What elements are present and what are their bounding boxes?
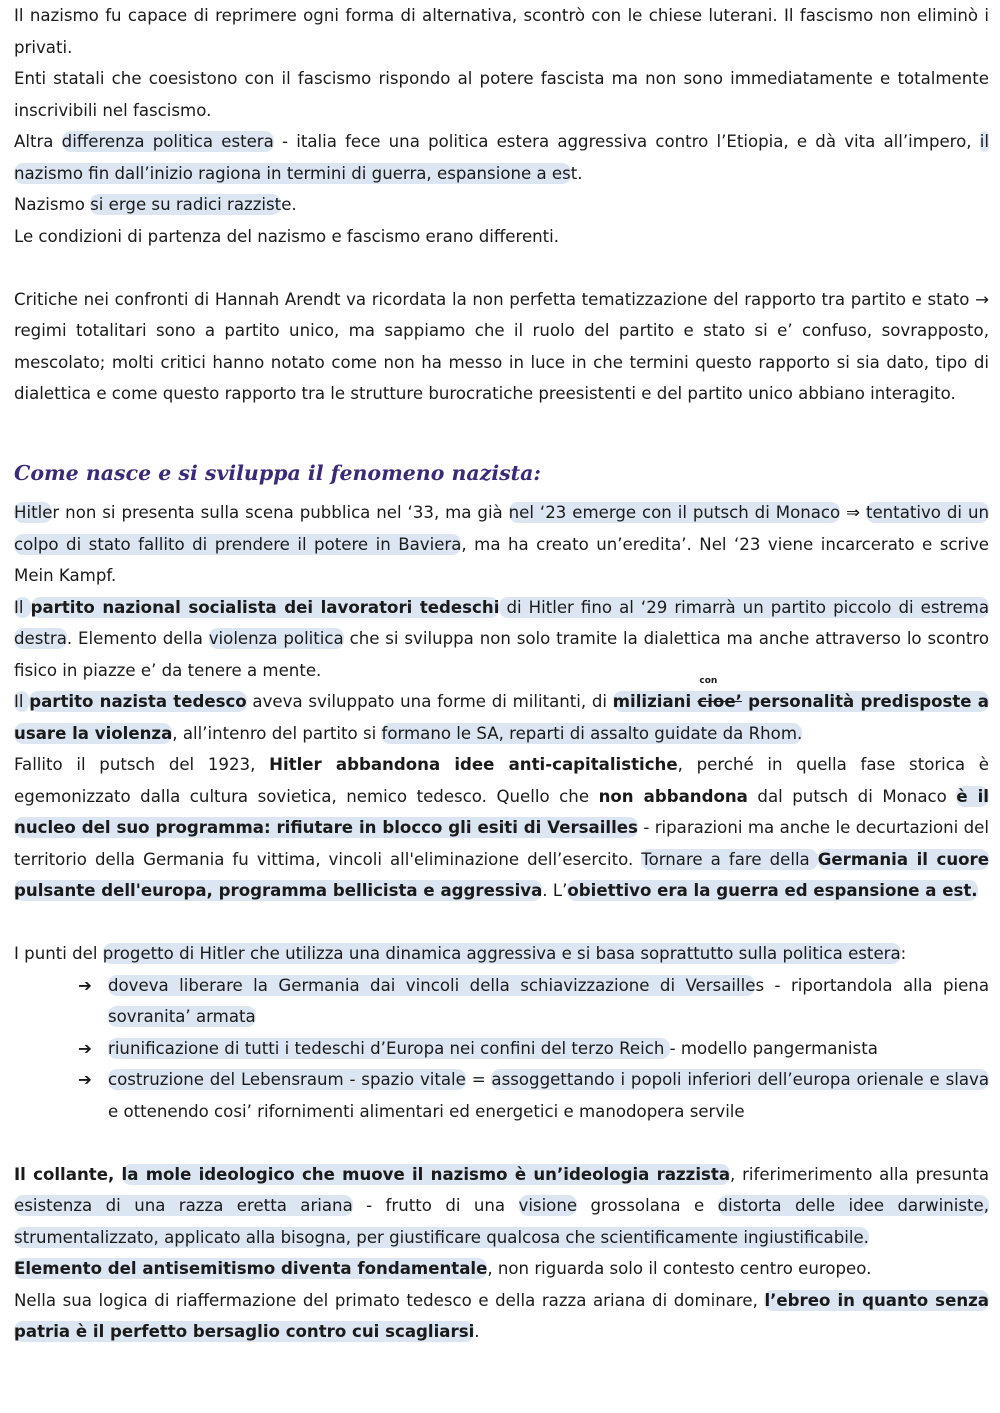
paragraph [14,0,989,63]
paragraph [14,189,989,221]
list-item [14,970,989,1033]
bold-text: Il collante, [14,1164,122,1184]
text: grossolana e [577,1196,718,1215]
text: Nella sua logica di riaffermazione del primato tedesco e della razza ariana di dominare, [14,1290,765,1310]
arrow-icon: ➔ [78,1070,92,1089]
correction [697,676,742,711]
highlight: assoggettando i popoli inferiori dell’europa orienale e slava [491,1070,989,1089]
text: Le condizioni di partenza del nazismo e fascismo erano differenti. [14,226,560,246]
text: , non riguarda solo il contesto centro europeo. [487,1259,872,1278]
text: che si sviluppa non solo tramite la dialettica ma anche attraverso lo scontro fisico in piazze e’ da tenere a mente. [14,629,989,680]
text: , ma ha creato un’eredita’. Nel ‘23 viene incarcerato e scrive Mein Kampf. [14,534,989,585]
text: e. [281,195,297,214]
spacer [14,1127,989,1159]
text: r non si presenta sulla scena pubblica nel ‘33, ma già [52,503,509,522]
highlight: violenza politica [208,629,344,648]
highlight: si erge su radici razzist [90,195,282,214]
text: Enti statali che coesistono con il fascismo rispondo al potere fascista ma non sono immediatamente e totalmente inscrivibili nel fascismo. [14,69,989,120]
text: personalità predisposte a usare la violenza [14,692,989,743]
text: = [465,1070,492,1089]
text: - modello pangermanista [669,1038,878,1058]
text: t. [570,163,583,183]
paragraph [14,63,989,126]
bullet-list [14,970,989,1128]
text: dal putsch di Monaco [747,786,957,806]
highlight: visione [518,1196,578,1215]
highlight: esistenza di una razza eretta ariana [14,1196,353,1215]
highlight: distorta delle idee darwiniste, strumentalizzato, applicato alla bisogna, per giustificare qualcosa che scientificamente ingiustificabile. [14,1196,989,1247]
bold-text: non abbandona [598,786,748,806]
highlight: differenza politica estera [61,132,274,151]
text: - riparazioni ma anche le decurtazioni del territorio della Germania fu vittima, vincoli all'eliminazione dell’esercito. [14,818,989,869]
highlight: progetto di Hitler che utilizza una dinamica aggressiva e si basa soprattutto sulla politica estera [102,944,901,963]
paragraph-putsch [14,497,989,592]
document-page [14,0,989,1348]
spacer [14,907,989,939]
highlight-bold: partito nazional socialista dei lavoratori tedeschi [30,597,500,617]
highlight-bold: è il nucleo del suo programma: rifiutare in blocco gli esiti di Versailles [14,786,989,837]
highlight: di Hitler fino al ‘29 rimarrà un partito piccolo di estrema destra [14,597,990,648]
text: Fallito il putsch del 1923, [14,755,270,774]
paragraph-antisemitismo [14,1253,989,1285]
text: , riferimerimento alla presunta [730,1164,989,1184]
text: Il nazismo fu capace di reprimere ogni forma di alternativa, scontrò con le chiese luterani. Il fascismo non eliminò i privati. [14,6,989,57]
text: ⇒ [840,503,866,522]
highlight-bold: l’ebreo in quanto senza patria è il perfetto bersaglio contro cui scagliarsi [14,1290,989,1341]
struck-text: cioe’ [697,692,742,711]
highlight: doveva liberare la Germania dai vincoli della schiavizzazione di Versaille [108,975,756,995]
text: Nazismo [14,195,91,214]
list-item [14,1033,989,1065]
highlight: Tornare a fare della [641,849,818,869]
highlight-bold: la mole ideologico che muove il nazismo è un’ideologia razzista [121,1164,731,1184]
highlight-bold: obiettivo era la guerra ed espansione a est. [567,881,978,900]
text: , perché in quella fase storica è egemonizzato dalla cultura sovietica, nemico tedesco. Quello che [14,755,989,806]
paragraph-ebreo [14,1285,989,1348]
paragraph [14,126,989,189]
arrow-icon: ➔ [78,1038,92,1058]
paragraph-versailles [14,749,989,907]
paragraph-progetto [14,938,989,970]
highlight: formano le SA, reparti di assalto guidate da Rhom. [381,723,803,743]
highlight: Il [14,597,31,617]
text: - frutto di una [352,1196,519,1215]
highlight: il nazismo fin dall’inizio ragiona in termini di guerra, espansione a es [14,132,990,183]
section-title: Come nasce e si sviluppa il fenomeno nazista: [14,461,541,485]
paragraph-partito [14,592,989,687]
paragraph [14,221,989,253]
highlight: riunificazione di tutti i tedeschi d’Europa nei confini del terzo Reich [108,1038,670,1058]
text: , all’intenro del partito si [172,723,382,743]
text: miliziani [612,692,698,711]
text: e ottenendo cosi’ rifornimenti alimentari ed energetici e manodopera servile [108,1101,745,1121]
bold-text: Hitler abbandona idee anti-capitalistiche [269,755,678,774]
text: . [474,1322,480,1341]
highlight: sovranita’ armata [108,1007,256,1026]
paragraph-arendt: Critiche nei confronti di Hannah Arendt va ricordata la non perfetta tematizzazione del rapporto tra partito e stato → regimi totalitari sono a partito unico, ma sappiamo che il ruolo del partito e stato si e’ confuso, sovrapposto, mescolato; molti critici hanno notato come non ha messo in luce in che termini questo rapporto si sia dato, tipo di dialettica e come questo rapporto tra le strutture burocratiche preesistenti e del partito unico abbiano interagito. [14,289,989,403]
arrow-icon: ➔ [78,975,92,995]
highlight: nel ‘23 emerge con il putsch di Monaco [508,503,841,522]
highlight-bold: Elemento del antisemitismo diventa fondamentale [14,1259,488,1278]
text: - italia fece una politica estera aggressiva contro l’Etiopia, e dà vita all’impero, [273,132,980,151]
highlight: Il [14,692,30,711]
text: s - riportandola alla piena [755,975,989,995]
highlight-bold: Germania il cuore pulsante dell'europa, programma bellicista e aggressiva [14,849,989,900]
text: . Elemento della [66,629,209,648]
paragraph-miliziani [14,676,989,749]
paragraph-collante [14,1159,989,1254]
text: aveva sviluppato una forme di militanti, di [246,692,613,711]
spacer [14,252,989,284]
text: : [900,944,907,963]
text: . L’ [542,881,568,900]
highlight: tentativo di un colpo di stato fallito di prendere il potere in Baviera [14,503,989,554]
list-item [14,1064,989,1127]
text: I punti del [14,944,103,963]
text: Altra [14,132,62,151]
highlight-bold: partito nazista tedesco [29,692,247,711]
spacer [14,410,989,442]
highlight: costruzione del Lebensraum - spazio vitale [108,1070,466,1089]
correction-note: con [699,676,718,686]
highlight: Hitle [14,503,53,522]
